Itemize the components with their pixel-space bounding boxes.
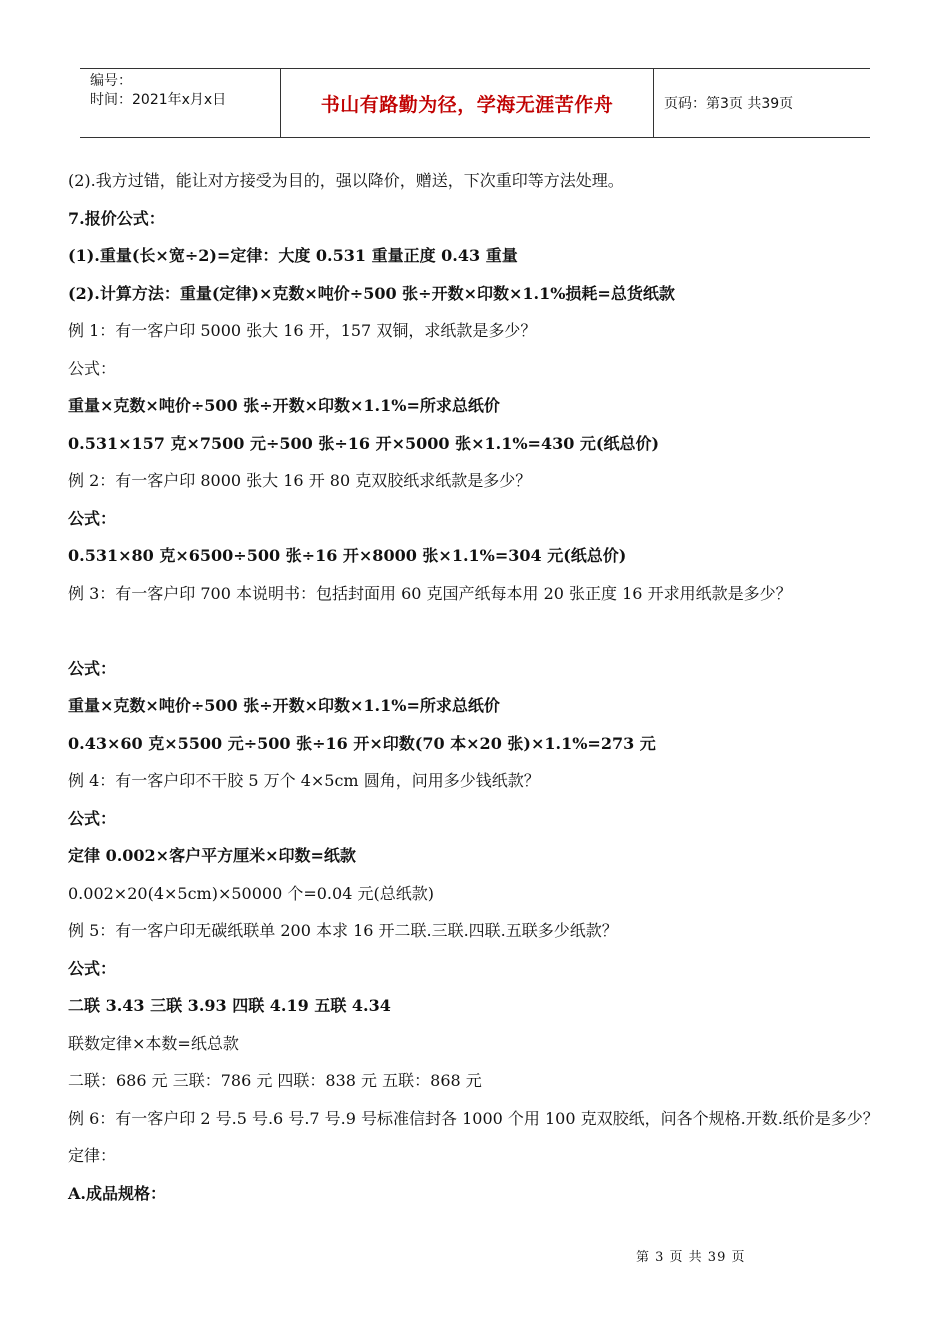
formula-line: 重量×克数×吨价÷500 张÷开数×印数×1.1%=所求总纸价 — [68, 396, 500, 415]
document-body — [68, 162, 908, 1212]
formula-label: 公式： — [68, 358, 117, 378]
page-footer: 第 3 页 共 39 页 — [636, 1250, 746, 1265]
formula-line: 0.531×80 克×6500÷500 张÷16 开×8000 张×1.1%=304 元(纸总价) — [68, 546, 627, 565]
section-heading: A.成品规格： — [68, 1183, 166, 1203]
paragraph: (2).我方过错，能让对方接受为目的，强以降价，赠送，下次重印等方法处理。 — [68, 171, 624, 190]
formula-label: 公式： — [68, 658, 117, 678]
example-line: 例 2：有一客户印 8000 张大 16 开 80 克双胶纸求纸款是多少？ — [68, 471, 532, 490]
example-line: 例 5：有一客户印无碳纸联单 200 本求 16 开二联.三联.四联.五联多少纸款？ — [68, 921, 618, 940]
example-line: 例 4：有一客户印不干胶 5 万个 4×5cm 圆角，问用多少钱纸款？ — [68, 771, 540, 790]
example-line: 例 6：有一客户印 2 号.5 号.6 号.7 号.9 号标准信封各 1000 个用 100 克双胶纸，问各个规格.开数.纸价是多少？ — [68, 1108, 879, 1128]
formula-line: 定律 0.002×客户平方厘米×印数=纸款 — [68, 846, 356, 865]
result-line: 二联：686 元 三联：786 元 四联：838 元 五联：868 元 — [68, 1071, 482, 1090]
formula-label: 公式： — [68, 808, 117, 828]
formula-line: 联数定律×本数=纸总款 — [68, 1033, 239, 1053]
date-label: 时间：2021年x月x日 — [90, 92, 227, 108]
formula-label: 公式： — [68, 508, 117, 528]
example-line: 例 1：有一客户印 5000 张大 16 开，157 双铜，求纸款是多少？ — [68, 321, 537, 340]
blank-line — [68, 612, 908, 650]
formula-label: 定律： — [68, 1146, 117, 1165]
formula-line: (2).计算方法：重量(定律)×克数×吨价÷500 张÷开数×印数×1.1%损耗=总货纸款 — [68, 283, 675, 303]
page-header — [80, 68, 870, 138]
formula-line: 二联 3.43 三联 3.93 四联 4.19 五联 4.34 — [68, 996, 391, 1015]
formula-line: 重量×克数×吨价÷500 张÷开数×印数×1.1%=所求总纸价 — [68, 696, 500, 715]
section-heading: 7.报价公式： — [68, 208, 165, 228]
formula-line: 0.002×20(4×5cm)×50000 个=0.04 元(总纸款) — [68, 883, 434, 903]
header-page-info: 页码：第3页 共39页 — [664, 96, 794, 112]
code-label: 编号： — [90, 73, 132, 89]
example-line: 例 3：有一客户印 700 本说明书：包括封面用 60 克国产纸每本用 20 张正度 16 开求用纸款是多少？ — [68, 583, 792, 603]
formula-line: 0.531×157 克×7500 元÷500 张÷16 开×5000 张×1.1%=430 元(纸总价) — [68, 433, 660, 453]
formula-label: 公式： — [68, 958, 117, 978]
formula-line: (1).重量(长×宽÷2)=定律：大度 0.531 重量正度 0.43 重量 — [68, 246, 518, 265]
header-meta — [80, 69, 281, 137]
formula-line: 0.43×60 克×5500 元÷500 张÷16 开×印数(70 本×20 张)×1.1%=273 元 — [68, 733, 656, 753]
header-motto: 书山有路勤为径，学海无涯苦作舟 — [281, 69, 654, 137]
